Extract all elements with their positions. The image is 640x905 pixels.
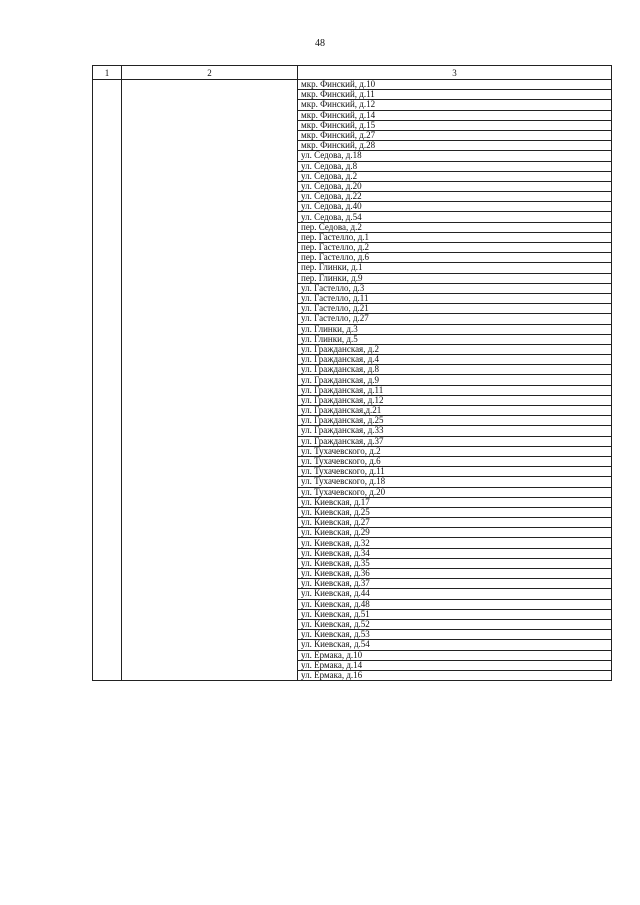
address-cell: ул. Тухачевского, д.2 [298,446,612,456]
address-cell: ул. Киевская, д.34 [298,548,612,558]
address-cell: ул. Тухачевского, д.11 [298,467,612,477]
address-cell: ул. Киевская, д.35 [298,558,612,568]
address-cell: ул. Киевская, д.25 [298,507,612,517]
address-cell: пер. Гастелло, д.6 [298,253,612,263]
address-cell: мкр. Финский, д.15 [298,120,612,130]
address-cell: ул. Гражданская, д.9 [298,375,612,385]
page-number: 48 [315,38,325,49]
address-cell: ул. Киевская, д.44 [298,589,612,599]
address-cell: ул. Киевская, д.53 [298,630,612,640]
address-cell: мкр. Финский, д.10 [298,80,612,90]
address-cell: ул. Гражданская, д.25 [298,416,612,426]
address-cell: ул. Гражданская, д.11 [298,385,612,395]
address-cell: ул. Тухачевского, д.6 [298,456,612,466]
address-cell: ул. Киевская, д.54 [298,640,612,650]
address-cell: ул. Киевская, д.52 [298,619,612,629]
address-cell: ул. Киевская, д.29 [298,528,612,538]
address-cell: ул. Ермака, д.10 [298,650,612,660]
address-cell: ул. Гражданская, д.2 [298,344,612,354]
address-cell: ул. Гастелло, д.27 [298,314,612,324]
table-row [93,80,612,90]
address-cell: ул. Седова, д.2 [298,171,612,181]
table-body [93,80,612,681]
address-cell: ул. Киевская, д.36 [298,569,612,579]
column-header-2: 2 [122,66,298,80]
address-cell: пер. Глинки, д.1 [298,263,612,273]
address-cell: ул. Седова, д.22 [298,192,612,202]
address-cell: мкр. Финский, д.27 [298,130,612,140]
address-cell: ул. Киевская, д.37 [298,579,612,589]
address-cell: пер. Гастелло, д.1 [298,232,612,242]
address-cell: мкр. Финский, д.12 [298,100,612,110]
address-cell: ул. Гражданская, д.4 [298,355,612,365]
address-cell: ул. Гражданская, д.12 [298,395,612,405]
address-cell: ул. Тухачевского, д.20 [298,487,612,497]
address-cell: ул. Киевская, д.51 [298,609,612,619]
address-cell: ул. Глинки, д.5 [298,334,612,344]
address-cell: мкр. Финский, д.14 [298,110,612,120]
address-cell: ул. Тухачевского, д.18 [298,477,612,487]
address-cell: ул. Гастелло, д.21 [298,304,612,314]
column-1-cell [93,80,122,681]
column-header-3: 3 [298,66,612,80]
address-cell: ул. Гражданская, д.37 [298,436,612,446]
table-header-row [93,66,612,80]
address-table [92,65,612,681]
address-cell: пер. Седова, д.2 [298,222,612,232]
address-cell: ул. Седова, д.20 [298,181,612,191]
address-cell: ул. Ермака, д.14 [298,660,612,670]
address-cell: мкр. Финский, д.11 [298,90,612,100]
address-cell: ул. Киевская, д.48 [298,599,612,609]
address-cell: ул. Гражданская, д.33 [298,426,612,436]
column-2-cell [122,80,298,681]
address-cell: ул. Киевская, д.27 [298,518,612,528]
address-cell: ул. Ермака, д.16 [298,670,612,680]
address-cell: пер. Глинки, д.9 [298,273,612,283]
address-cell: ул. Седова, д.8 [298,161,612,171]
address-cell: ул. Киевская, д.17 [298,497,612,507]
address-cell: ул. Гражданская, д.8 [298,365,612,375]
address-cell: ул. Глинки, д.3 [298,324,612,334]
address-cell: ул. Гастелло, д.11 [298,293,612,303]
column-header-1: 1 [93,66,122,80]
address-cell: ул. Седова, д.54 [298,212,612,222]
address-cell: мкр. Финский, д.28 [298,141,612,151]
address-cell: ул. Седова, д.18 [298,151,612,161]
address-cell: пер. Гастелло, д.2 [298,243,612,253]
address-cell: ул. Киевская, д.32 [298,538,612,548]
address-cell: ул. Гастелло, д.3 [298,283,612,293]
address-cell: ул. Седова, д.40 [298,202,612,212]
address-cell: ул. Гражданская,д.21 [298,406,612,416]
